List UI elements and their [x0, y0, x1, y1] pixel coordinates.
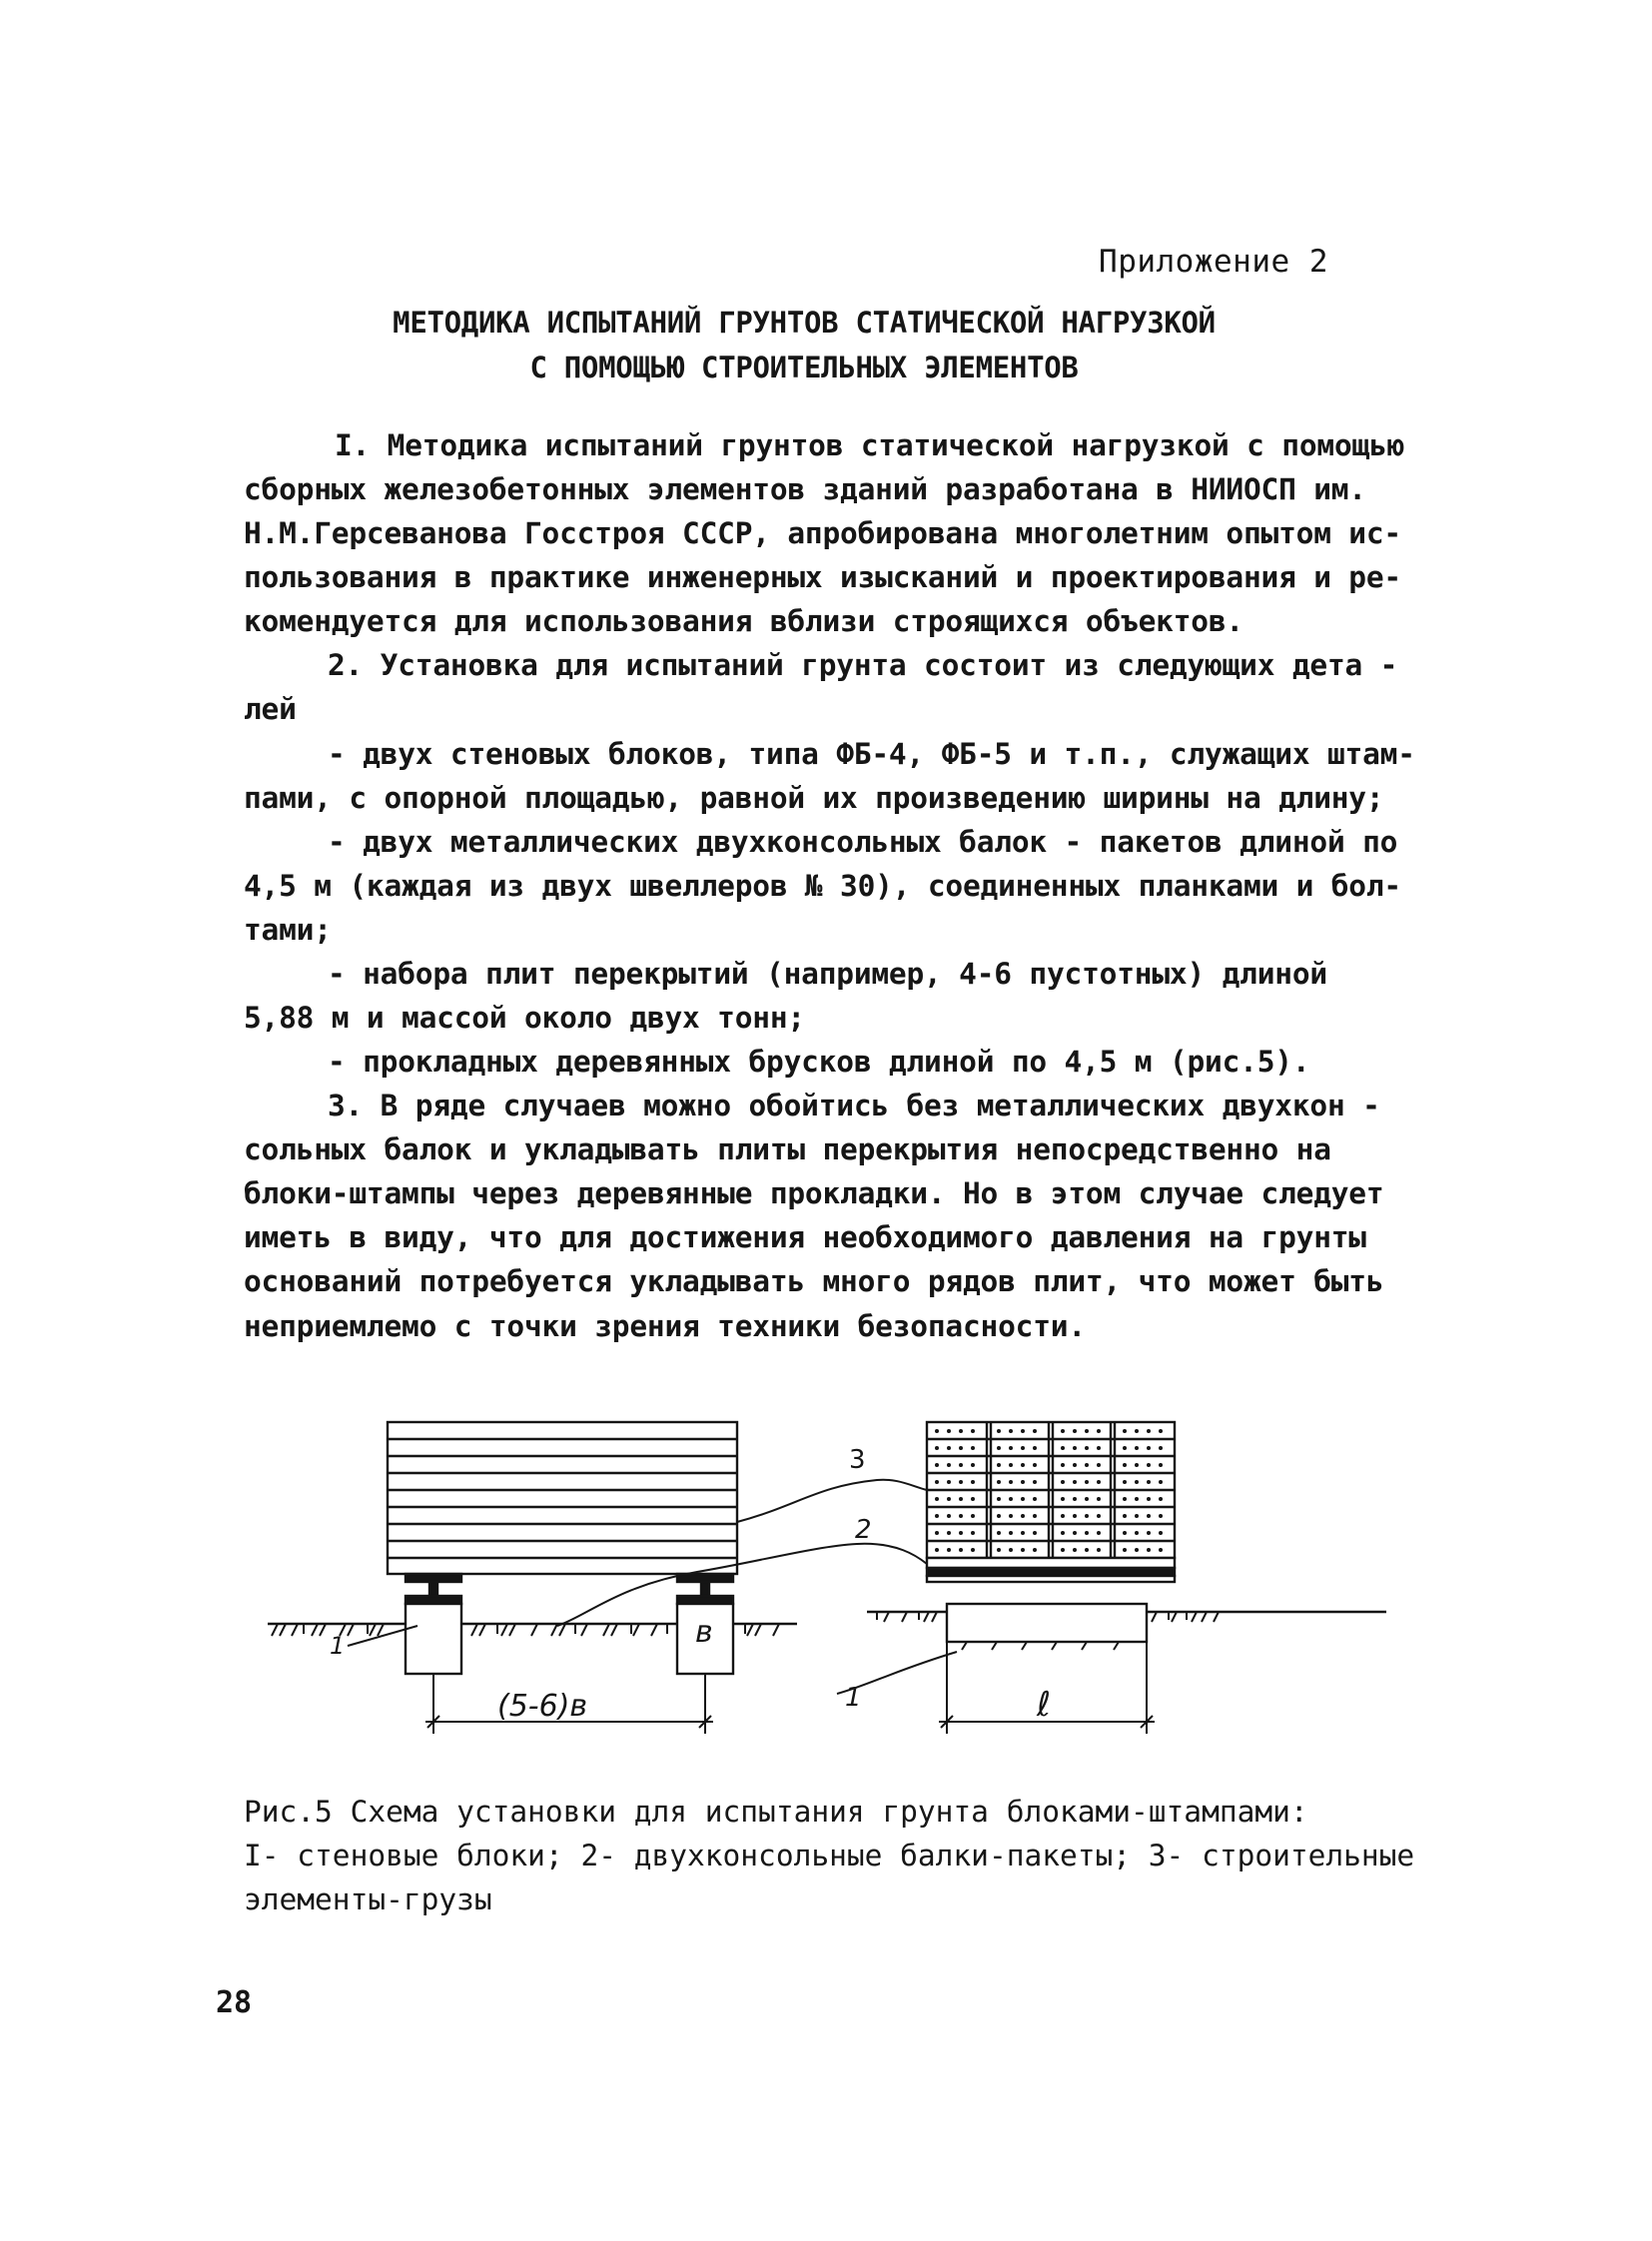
- page-number: 28: [216, 1985, 253, 2020]
- beam-packet-end: [927, 1558, 1175, 1582]
- wall-block-left: [406, 1604, 461, 1674]
- beam-right: [677, 1574, 733, 1604]
- body-line: пользования в практике инженерных изысканий и проектирования и ре-: [244, 560, 1401, 594]
- appendix-label: Приложение 2: [1099, 244, 1328, 280]
- body-line: сборных железобетонных элементов зданий разработана в НИИОСП им.: [244, 472, 1366, 506]
- body-line: - набора плит перекрытий (например, 4-6 пустотных) длиной: [328, 957, 1327, 991]
- body-line: пами, с опорной площадью, равной их произведению ширины на длину;: [244, 781, 1384, 815]
- figure-label-3: 3: [849, 1445, 866, 1475]
- body-line: 3. В ряде случаев можно обойтись без металлических двухкон -: [328, 1089, 1380, 1122]
- body-line: неприемлемо с точки зрения техники безопасности.: [244, 1309, 1086, 1343]
- wall-block-end: [947, 1604, 1147, 1642]
- body-line: лей: [244, 692, 297, 726]
- body-line: тами;: [244, 913, 332, 947]
- figure-5-diagram: [258, 1416, 1396, 1776]
- body-line: 2. Установка для испытаний грунта состоит из следующих дета -: [328, 648, 1398, 682]
- body-line: комендуется для использования вблизи строящихся объектов.: [244, 604, 1243, 638]
- body-line: - двух стеновых блоков, типа ФБ-4, ФБ-5 и т.п., служащих штам-: [328, 737, 1415, 771]
- body-line: Н.М.Герсеванова Госстроя СССР, апробирована многолетним опытом ис-: [244, 516, 1401, 550]
- figure-label-1-left: 1: [330, 1632, 346, 1660]
- body-line: сольных балок и укладывать плиты перекрытия непосредственно на: [244, 1132, 1331, 1166]
- body-line: I. Методика испытаний грунтов статической нагрузкой с помощью: [335, 428, 1405, 462]
- body-line: иметь в виду, что для достижения необходимого давления на грунты: [244, 1220, 1366, 1254]
- figure-label-b: в: [695, 1615, 713, 1650]
- body-line: - двух металлических двухконсольных балок - пакетов длиной по: [328, 825, 1398, 859]
- body-line: 4,5 м (каждая из двух швеллеров № 30), соединенных планками и бол-: [244, 869, 1401, 903]
- body-line: 5,88 м и массой около двух тонн;: [244, 1001, 805, 1035]
- figure-label-2: 2: [855, 1515, 872, 1545]
- dimension-label-left: (5-6)в: [497, 1689, 588, 1724]
- dimension-label-right: ℓ: [1037, 1685, 1052, 1725]
- figure-caption-line: элементы-грузы: [244, 1882, 492, 1916]
- figure-caption-line: I- стеновые блоки; 2- двухконсольные балки-пакеты; 3- строительные: [244, 1839, 1415, 1872]
- figure-label-1-right: 1: [845, 1683, 862, 1713]
- document-title-line-1: МЕТОДИКА ИСПЫТАНИЙ ГРУНТОВ СТАТИЧЕСКОЙ НАГРУЗКОЙ: [393, 306, 1216, 340]
- slab-stack-side: [388, 1422, 737, 1574]
- body-line: оснований потребуется укладывать много рядов плит, что может быть: [244, 1264, 1384, 1298]
- beam-left: [406, 1574, 461, 1604]
- document-title-line-2: С ПОМОЩЬЮ СТРОИТЕЛЬНЫХ ЭЛЕМЕНТОВ: [529, 351, 1079, 384]
- figure-caption-line: Рис.5 Схема установки для испытания грунта блоками-штампами:: [244, 1795, 1308, 1829]
- body-line: - прокладных деревянных брусков длиной по 4,5 м (рис.5).: [328, 1045, 1310, 1079]
- body-line: блоки-штампы через деревянные прокладки. Но в этом случае следует: [244, 1176, 1384, 1210]
- slab-stack-end: [927, 1422, 1175, 1558]
